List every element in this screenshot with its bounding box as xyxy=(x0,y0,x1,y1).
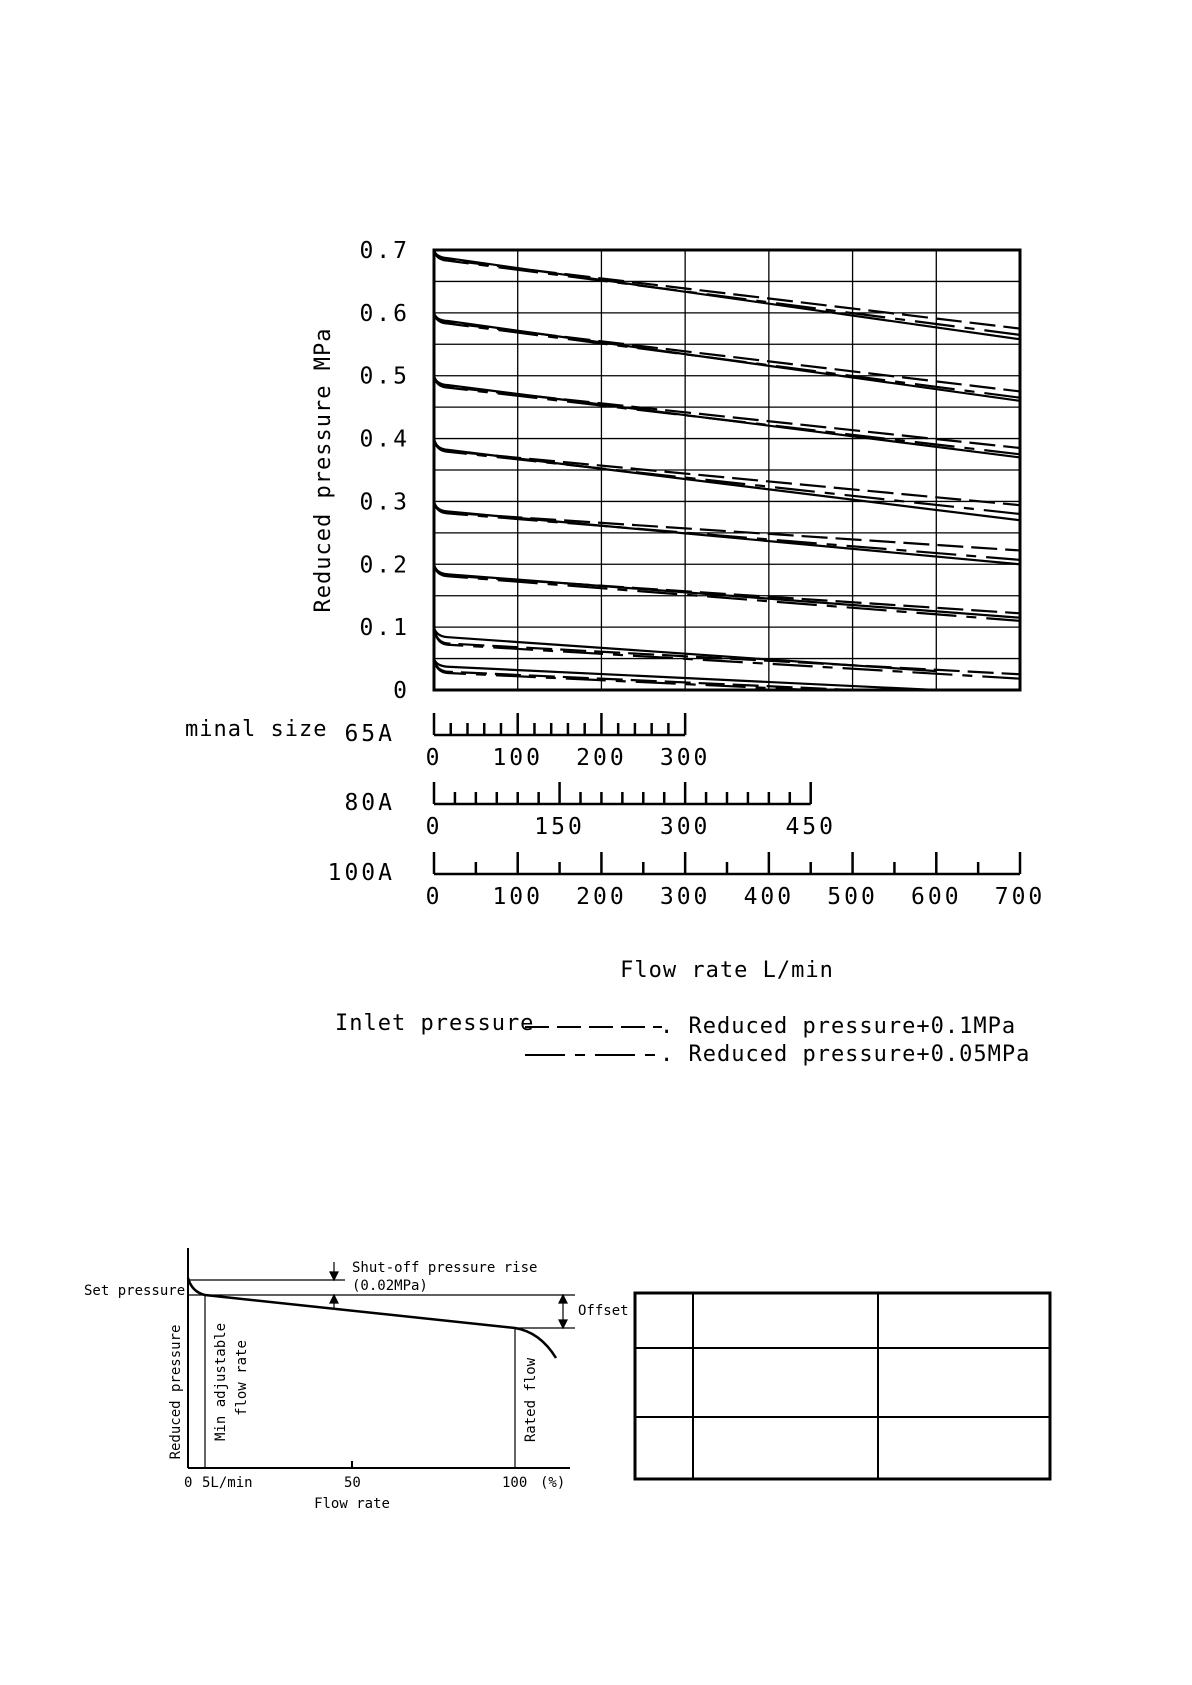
x-tick-label: 150 xyxy=(534,814,585,840)
dashed-curve xyxy=(434,627,1020,674)
x-tick-label: 400 xyxy=(743,884,795,910)
dashdot-curve xyxy=(434,250,1020,335)
x-tick-0: 0 xyxy=(184,1475,193,1491)
y-tick-label: 0.1 xyxy=(359,615,410,642)
rated-flow-label: Rated flow xyxy=(523,1357,539,1443)
set-pressure-label: Set pressure xyxy=(84,1283,186,1299)
dashdot-curve xyxy=(434,564,1020,621)
solid-curve xyxy=(434,564,1020,617)
x-tick-label: 100 xyxy=(492,884,543,910)
x-tick-label: 450 xyxy=(785,814,836,840)
x-tick-label: 600 xyxy=(911,884,962,910)
y-tick-labels xyxy=(359,238,410,704)
y-tick-label: 0.2 xyxy=(359,552,410,579)
shutoff-label-1: Shut-off pressure rise xyxy=(352,1260,538,1276)
y-axis-label: Reduced pressure MPa xyxy=(311,327,336,613)
dashed-curve xyxy=(434,439,1020,506)
schematic-y-label: Reduced pressure xyxy=(168,1324,184,1460)
x-tick-label: 700 xyxy=(994,884,1046,910)
x-tick-percent: (%) xyxy=(540,1475,566,1491)
dashed-curve xyxy=(434,313,1020,392)
legend-title: Inlet pressure xyxy=(335,1011,535,1036)
x-tick-label: 0 xyxy=(425,745,443,771)
legend-label-1: . Reduced pressure+0.05MPa xyxy=(660,1042,1031,1067)
legend xyxy=(335,1011,1030,1067)
x-tick-label: 100 xyxy=(492,745,543,771)
x-tick-label: 500 xyxy=(827,884,878,910)
solid-curve xyxy=(434,439,1020,521)
x-tick-label: 300 xyxy=(659,814,711,840)
solid-curve xyxy=(434,250,1020,339)
x-tick-100: 100 xyxy=(502,1475,528,1491)
dashdot-curve xyxy=(434,439,1020,514)
nominal-size-label: minal size xyxy=(185,717,328,742)
x-axis-label: Flow rate L/min xyxy=(620,958,834,983)
x-tick-label: 0 xyxy=(425,884,443,910)
min-flow-label-2: flow rate xyxy=(234,1340,250,1416)
nominal-size-65A: 65A xyxy=(344,721,395,747)
x-tick-label: 200 xyxy=(576,745,627,771)
dashdot-curve xyxy=(434,313,1020,398)
x-tick-label: 0 xyxy=(425,814,443,840)
y-tick-label: 0.6 xyxy=(359,300,410,327)
empty-table xyxy=(635,1293,1050,1479)
x-tick-5lmin: 5L/min xyxy=(202,1475,253,1491)
nominal-size-80A: 80A xyxy=(344,790,395,816)
y-tick-label: 0 xyxy=(393,678,410,704)
dashed-curve xyxy=(434,250,1020,329)
shutoff-label-2: (0.02MPa) xyxy=(352,1278,428,1294)
x-axes xyxy=(328,713,1046,910)
min-flow-label-1: Min adjustable xyxy=(213,1322,229,1442)
y-tick-label: 0.4 xyxy=(359,426,410,453)
x-tick-50: 50 xyxy=(344,1475,361,1491)
y-tick-label: 0.7 xyxy=(359,238,410,264)
plot-grid xyxy=(434,250,1020,690)
x-tick-label: 300 xyxy=(659,745,711,771)
dashed-curve xyxy=(434,564,1020,613)
y-tick-label: 0.3 xyxy=(359,489,410,516)
offset-arrows xyxy=(559,1295,567,1328)
x-tick-label: 300 xyxy=(659,884,711,910)
shutoff-arrows xyxy=(330,1262,338,1308)
schematic-offset-chart xyxy=(0,1240,1192,1540)
offset-label: Offset xyxy=(578,1303,629,1319)
nominal-size-100A: 100A xyxy=(327,860,395,886)
legend-label-0: . Reduced pressure+0.1MPa xyxy=(660,1014,1017,1039)
schematic-x-label: Flow rate xyxy=(314,1496,390,1512)
y-tick-label: 0.5 xyxy=(359,363,410,390)
x-tick-label: 200 xyxy=(576,884,627,910)
